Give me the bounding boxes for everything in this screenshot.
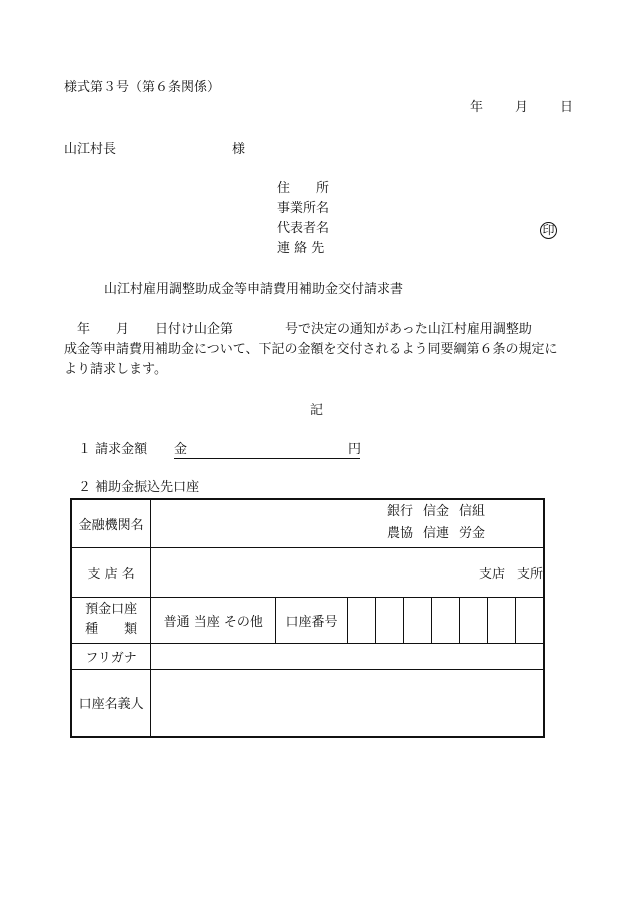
office-label: 事業所名	[277, 201, 330, 216]
document-title: 山江村雇用調整助成金等申請費用補助金交付請求書	[104, 282, 404, 297]
account-type-label	[71, 597, 151, 643]
body-line-3: より請求します。	[64, 362, 167, 377]
representative-label: 代表者名	[277, 221, 330, 236]
account-digit-box[interactable]	[403, 597, 431, 643]
body-line-1: 年 月 日付け山企第 号で決定の通知があった山江村雇用調整助	[64, 322, 532, 337]
bank-field[interactable]	[151, 499, 544, 547]
account-digit-box[interactable]	[347, 597, 375, 643]
form-number: 様式第３号（第６条関係）	[64, 80, 221, 95]
bank-types-row-1	[151, 501, 485, 523]
amount-line	[78, 442, 362, 458]
seal-mark: 印	[540, 222, 557, 239]
address-label: 住 所	[277, 181, 330, 196]
bank-label: 金融機関名	[71, 499, 151, 547]
account-digit-box[interactable]	[487, 597, 515, 643]
addressee-name: 山江村長	[64, 142, 117, 157]
branch-row	[71, 547, 544, 597]
account-digit-box[interactable]	[375, 597, 403, 643]
body-text	[64, 320, 569, 380]
account-digit-box[interactable]	[515, 597, 544, 643]
bank-row	[71, 499, 544, 547]
date-year-label: 年	[470, 100, 484, 115]
body-line-2: 成金等申請費用補助金について、下記の金額を交付されるよう同要綱第６条の規定に	[64, 342, 558, 357]
furigana-field[interactable]	[151, 643, 544, 669]
account-type-label-line-2: 種 類	[85, 622, 138, 637]
account-type-label-line-1: 預金口座	[85, 602, 138, 617]
contact-label: 連 絡 先	[277, 241, 325, 256]
bank-types	[151, 501, 543, 545]
account-heading: ２ 補助金振込先口座	[78, 480, 200, 495]
holder-field[interactable]	[151, 669, 544, 737]
branch-label: 支 店 名	[71, 547, 151, 597]
account-number-label: 口座番号	[276, 597, 347, 643]
bank-type: 信金	[422, 504, 449, 520]
date-month-label: 月	[515, 100, 529, 115]
account-digit-box[interactable]	[459, 597, 487, 643]
furigana-label: フリガナ	[71, 643, 151, 669]
branch-field[interactable]	[151, 547, 544, 597]
account-types[interactable]: 普通 当座 その他	[151, 597, 276, 643]
bank-type: 信組	[458, 504, 485, 520]
holder-row	[71, 669, 544, 737]
branch-type: 支店	[478, 566, 505, 582]
bank-type: 農協	[386, 526, 413, 542]
amount-prefix: 金	[174, 442, 188, 457]
bank-type: 信連	[422, 526, 449, 542]
amount-underline[interactable]	[174, 458, 360, 459]
bank-types-row-2	[151, 523, 485, 545]
addressee	[64, 142, 246, 158]
date-day-label: 日	[560, 100, 574, 115]
account-table	[70, 498, 545, 738]
account-digit-box[interactable]	[431, 597, 459, 643]
furigana-row	[71, 643, 544, 669]
branch-type: 支所	[516, 566, 543, 582]
amount-suffix: 円	[348, 442, 362, 457]
addressee-honorific: 様	[232, 142, 246, 157]
amount-label: １ 請求金額	[78, 442, 148, 457]
ki-marker: 記	[310, 403, 324, 418]
date-line	[470, 100, 573, 116]
account-type-row	[71, 597, 544, 643]
holder-label: 口座名義人	[71, 669, 151, 737]
bank-type: 労金	[458, 526, 485, 542]
bank-type: 銀行	[386, 504, 413, 520]
